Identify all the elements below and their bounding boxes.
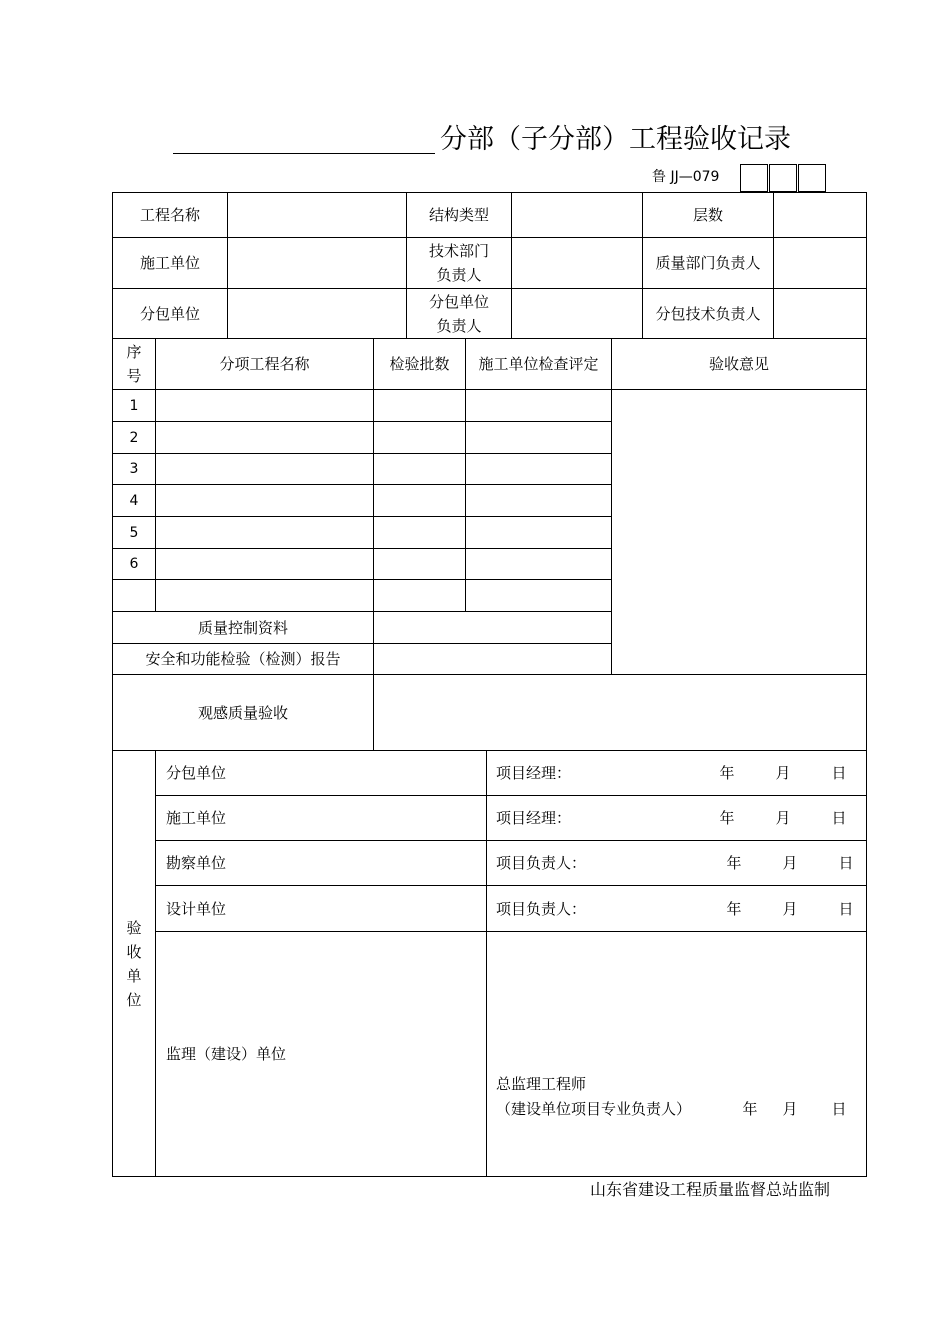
date-year: 年 [719, 809, 735, 827]
label-subcontractor-head [407, 289, 511, 338]
field-appearance[interactable] [374, 675, 866, 750]
label-tech-dept-line1: 技术部门 [428, 242, 489, 260]
side-label-acceptance-units [113, 751, 155, 1176]
unit-construction: 施工单位 [166, 809, 227, 827]
date-year: 年 [726, 854, 742, 872]
label-structure-type: 结构类型 [428, 206, 489, 224]
header-seq-line2: 号 [126, 367, 142, 385]
header-evaluation: 施工单位检查评定 [478, 355, 599, 373]
side-label-char: 收 [126, 942, 142, 961]
code-box-1[interactable] [740, 164, 768, 192]
unit-subcontractor: 分包单位 [166, 764, 227, 782]
label-tech-dept-line2: 负责人 [436, 266, 482, 284]
side-label-char: 位 [126, 990, 142, 1009]
field-tech-dept-head[interactable] [512, 238, 642, 288]
row-number: 4 [129, 492, 139, 509]
header-opinion: 验收意见 [708, 355, 769, 373]
row-number [113, 580, 155, 611]
label-quality-dept-head: 质量部门负责人 [655, 254, 761, 272]
label-sub-head-line1: 分包单位 [428, 292, 489, 311]
page-title: 分部（子分部）工程验收记录 [440, 124, 791, 155]
unit-survey: 勘察单位 [166, 854, 227, 872]
header-seq [113, 339, 155, 389]
header-batches: 检验批数 [389, 355, 450, 373]
header-seq-line1: 序 [126, 343, 142, 361]
date-year: 年 [719, 764, 735, 782]
code-box-2[interactable] [769, 164, 797, 192]
side-label-char: 单 [126, 966, 142, 985]
date-day: 日 [838, 899, 854, 918]
date-month: 月 [782, 854, 798, 872]
label-tech-dept-head [407, 238, 511, 288]
field-quality-dept-head[interactable] [774, 238, 866, 288]
date-year: 年 [742, 1100, 758, 1118]
row-number: 1 [129, 397, 139, 414]
field-subcontractor[interactable] [228, 289, 406, 338]
row-number: 2 [129, 429, 139, 446]
label-safety-report: 安全和功能检验（检测）报告 [145, 650, 341, 668]
field-floors[interactable] [774, 193, 866, 237]
unit-supervision: 监理（建设）单位 [166, 1045, 287, 1063]
field-structure-type[interactable] [512, 193, 642, 237]
label-sub-tech-head: 分包技术负责人 [655, 304, 761, 323]
row-number: 5 [129, 524, 139, 541]
header-item-name: 分项工程名称 [219, 355, 310, 373]
date-month: 月 [782, 1100, 798, 1118]
label-floors: 层数 [692, 206, 723, 224]
role-chief-supervisor: 总监理工程师 [496, 1075, 587, 1093]
field-safety-report[interactable] [374, 644, 611, 674]
role-project-manager: 项目经理： [496, 764, 572, 782]
role-project-lead: 项目负责人： [496, 899, 587, 918]
date-year: 年 [726, 899, 742, 918]
date-month: 月 [775, 764, 791, 782]
code-box-3[interactable] [798, 164, 826, 192]
form-code: 鲁 JJ—079 [652, 169, 720, 185]
label-subcontractor: 分包单位 [139, 304, 200, 323]
role-project-lead: 项目负责人： [496, 854, 587, 872]
field-construction-unit[interactable] [228, 238, 406, 288]
label-quality-docs: 质量控制资料 [197, 618, 288, 637]
date-month: 月 [775, 809, 791, 827]
role-owner-lead: （建设单位项目专业负责人） [496, 1100, 692, 1118]
date-month: 月 [782, 899, 798, 918]
role-project-manager: 项目经理： [496, 809, 572, 827]
label-project-name: 工程名称 [139, 206, 200, 224]
label-sub-head-line2: 负责人 [436, 316, 482, 335]
date-day: 日 [831, 764, 847, 782]
label-construction-unit: 施工单位 [139, 254, 200, 272]
row-number: 3 [129, 461, 139, 477]
row-number: 6 [129, 556, 139, 572]
unit-design: 设计单位 [166, 899, 227, 918]
field-project-name[interactable] [228, 193, 406, 237]
field-subcontractor-head[interactable] [512, 289, 642, 338]
label-appearance: 观感质量验收 [197, 703, 288, 722]
field-acceptance-opinion[interactable] [612, 390, 866, 674]
footer-issuer: 山东省建设工程质量监督总站监制 [590, 1180, 831, 1199]
title-blank-line [173, 153, 435, 154]
field-sub-tech-head[interactable] [774, 289, 866, 338]
field-quality-docs[interactable] [374, 612, 611, 643]
date-day: 日 [838, 854, 854, 872]
date-day: 日 [831, 1100, 847, 1118]
date-day: 日 [831, 809, 847, 827]
side-label-char: 验 [126, 918, 142, 937]
